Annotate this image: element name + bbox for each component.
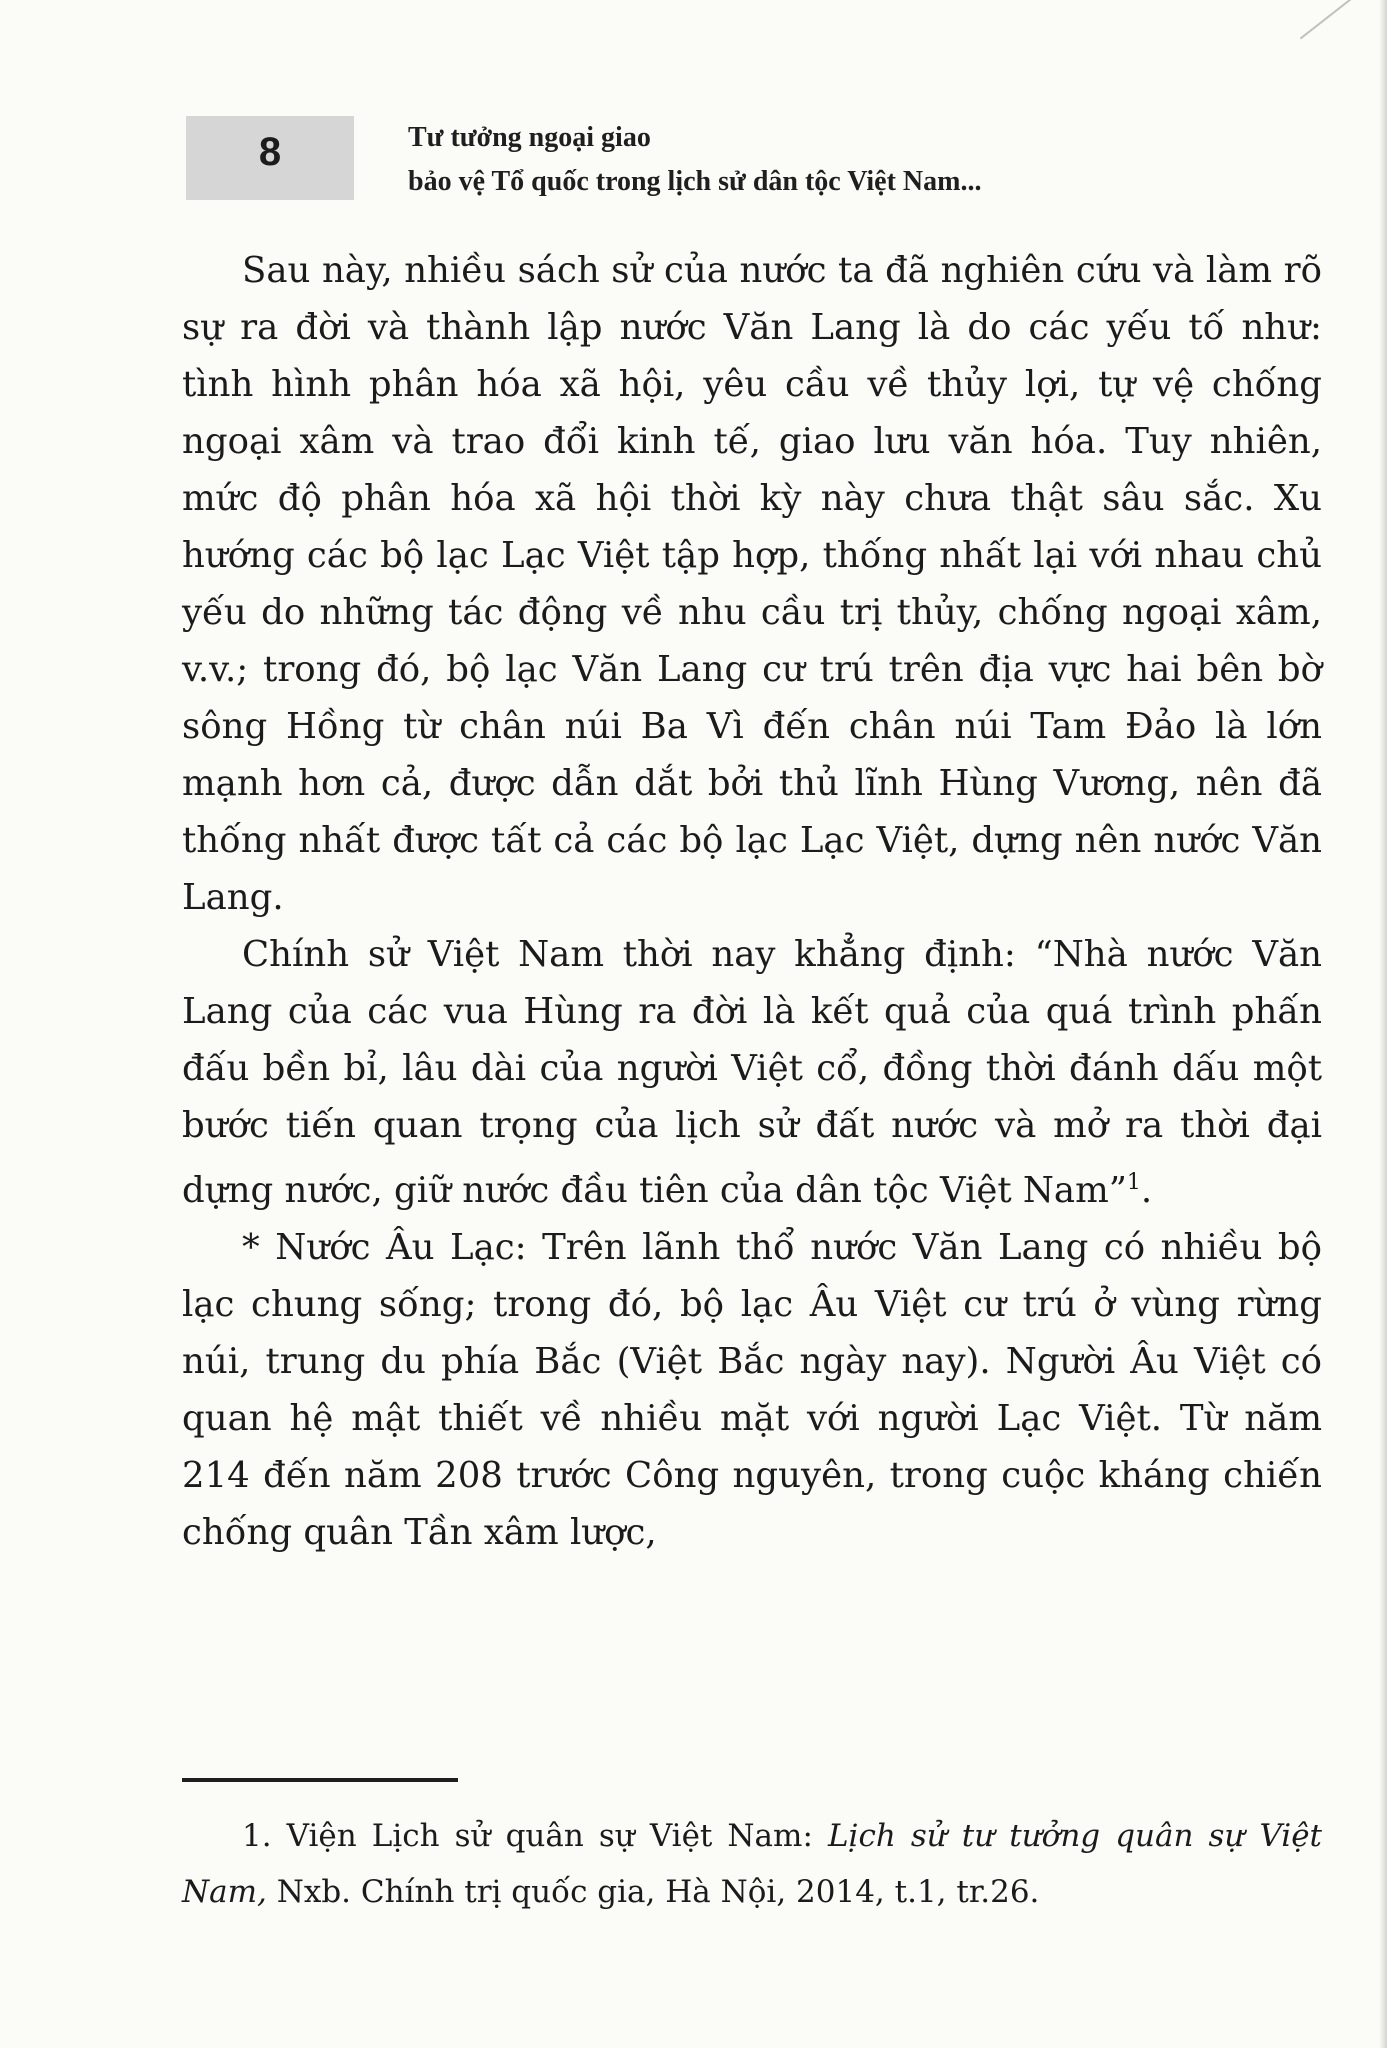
running-header-line-2: bảo vệ Tổ quốc trong lịch sử dân tộc Việt Nam... bbox=[408, 166, 982, 197]
footnote-author: Viện Lịch sử quân sự Việt Nam: bbox=[286, 1818, 813, 1854]
footnote-title: Lịch sử tư tưởng quân sự Việt Nam, bbox=[182, 1818, 1323, 1910]
page-number-box bbox=[186, 116, 354, 200]
page-edge-shadow bbox=[1379, 0, 1387, 2048]
footnote-reference: 1 bbox=[1126, 1170, 1141, 1195]
footnote-number: 1. bbox=[242, 1818, 272, 1854]
page-number: 8 bbox=[258, 130, 282, 174]
page-corner-mark bbox=[1300, 0, 1356, 39]
paragraph-2: Chính sử Việt Nam thời nay khẳng định: “Nhà nước Văn Lang của các vua Hùng ra đời là kết quả của quá trình phấn đấu bền bỉ, lâu dài của người Việt cổ, đồng thời đánh dấu một bước tiến quan trọng của lịch sử đất nước và mở ra thời đại dựng nước, giữ nước đầu tiên của dân tộc Việt Nam”$^1$. bbox=[182, 934, 1322, 1211]
footnote bbox=[182, 1808, 1322, 1920]
footnote-publisher: Nxb. Chính trị quốc gia, Hà Nội, 2014, t.1, tr.26. bbox=[276, 1874, 1040, 1910]
footnote-divider bbox=[182, 1778, 458, 1782]
running-header bbox=[408, 116, 981, 204]
running-header-line-1: Tư tưởng ngoại giao bbox=[408, 122, 651, 153]
body-text bbox=[182, 242, 1322, 1561]
paragraph-2-text: Chính sử Việt Nam thời nay khẳng định: “Nhà nước Văn Lang của các vua Hùng ra đời là kết quả của quá trình phấn đấu bền bỉ, lâu dài của người Việt cổ, đồng thời đánh dấu một bước tiến quan trọng của lịch sử đất nước và mở ra thời đại dựng nước, giữ nước đầu tiên của dân tộc Việt Nam” bbox=[182, 934, 1322, 1211]
paragraph-1: Sau này, nhiều sách sử của nước ta đã nghiên cứu và làm rõ sự ra đời và thành lập nước Văn Lang là do các yếu tố như: tình hình phân hóa xã hội, yêu cầu về thủy lợi, tự vệ chống ngoại xâm và trao đổi kinh tế, giao lưu văn hóa. Tuy nhiên, mức độ phân hóa xã hội thời kỳ này chưa thật sâu sắc. Xu hướng các bộ lạc Lạc Việt tập hợp, thống nhất lại với nhau chủ yếu do những tác động về nhu cầu trị thủy, chống ngoại xâm, v.v.; trong đó, bộ lạc Văn Lang cư trú trên địa vực hai bên bờ sông Hồng từ chân núi Ba Vì đến chân núi Tam Đảo là lớn mạnh hơn cả, được dẫn dắt bởi thủ lĩnh Hùng Vương, nên đã thống nhất được tất cả các bộ lạc Lạc Việt, dựng nên nước Văn Lang. bbox=[182, 250, 1322, 918]
paragraph-3: * Nước Âu Lạc: Trên lãnh thổ nước Văn Lang có nhiều bộ lạc chung sống; trong đó, bộ lạc Âu Việt cư trú ở vùng rừng núi, trung du phía Bắc (Việt Bắc ngày nay). Người Âu Việt có quan hệ mật thiết về nhiều mặt với người Lạc Việt. Từ năm 214 đến năm 208 trước Công nguyên, trong cuộc kháng chiến chống quân Tần xâm lược, bbox=[182, 1226, 1322, 1553]
